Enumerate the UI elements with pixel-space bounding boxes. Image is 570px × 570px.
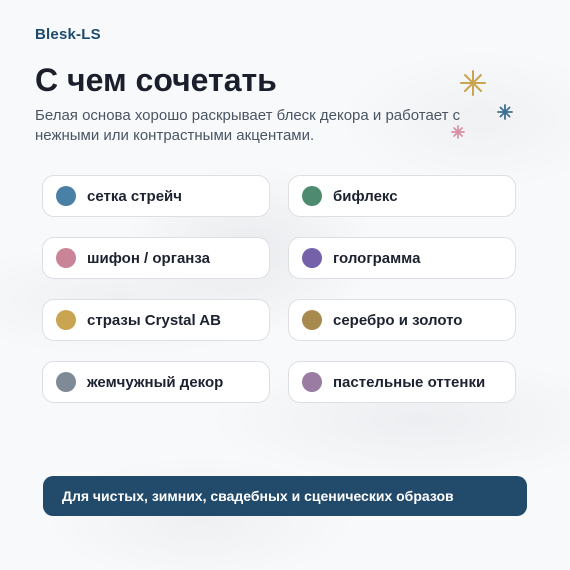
color-dot bbox=[302, 186, 322, 206]
brand-name: Blesk-LS bbox=[35, 26, 101, 43]
color-dot bbox=[56, 186, 76, 206]
banner-text: Для чистых, зимних, свадебных и сценических образов bbox=[62, 488, 454, 504]
combo-item-hologram bbox=[288, 237, 516, 279]
combo-item-pastel-shades bbox=[288, 361, 516, 403]
combination-grid bbox=[42, 175, 516, 403]
combo-item-pearl-decor bbox=[42, 361, 270, 403]
color-dot bbox=[302, 248, 322, 268]
combo-item-label: бифлекс bbox=[333, 187, 398, 205]
sparkle-blue-icon bbox=[497, 104, 513, 120]
combo-item-stretch-mesh bbox=[42, 175, 270, 217]
sparkle-pink-icon bbox=[451, 125, 465, 139]
sparkle-gold-icon bbox=[460, 70, 486, 96]
color-dot bbox=[302, 372, 322, 392]
color-dot bbox=[56, 310, 76, 330]
color-dot bbox=[56, 372, 76, 392]
combo-item-chiffon-organza bbox=[42, 237, 270, 279]
page-subtitle: Белая основа хорошо раскрывает блеск декора и работает с нежными или контрастными акцентами. bbox=[35, 107, 461, 144]
color-dot bbox=[56, 248, 76, 268]
combo-item-label: стразы Crystal AB bbox=[87, 311, 221, 329]
combo-item-label: сетка стрейч bbox=[87, 187, 182, 205]
occasion-banner bbox=[43, 476, 527, 516]
combo-item-silver-gold bbox=[288, 299, 516, 341]
combo-item-biflex bbox=[288, 175, 516, 217]
combo-item-label: серебро и золото bbox=[333, 311, 463, 329]
color-dot bbox=[302, 310, 322, 330]
combo-item-label: пастельные оттенки bbox=[333, 373, 486, 391]
combo-item-crystal-ab bbox=[42, 299, 270, 341]
page-title: С чем сочетать bbox=[35, 62, 277, 98]
combo-item-label: голограмма bbox=[333, 249, 421, 267]
combo-item-label: шифон / органза bbox=[87, 249, 210, 267]
combo-item-label: жемчужный декор bbox=[87, 373, 224, 391]
